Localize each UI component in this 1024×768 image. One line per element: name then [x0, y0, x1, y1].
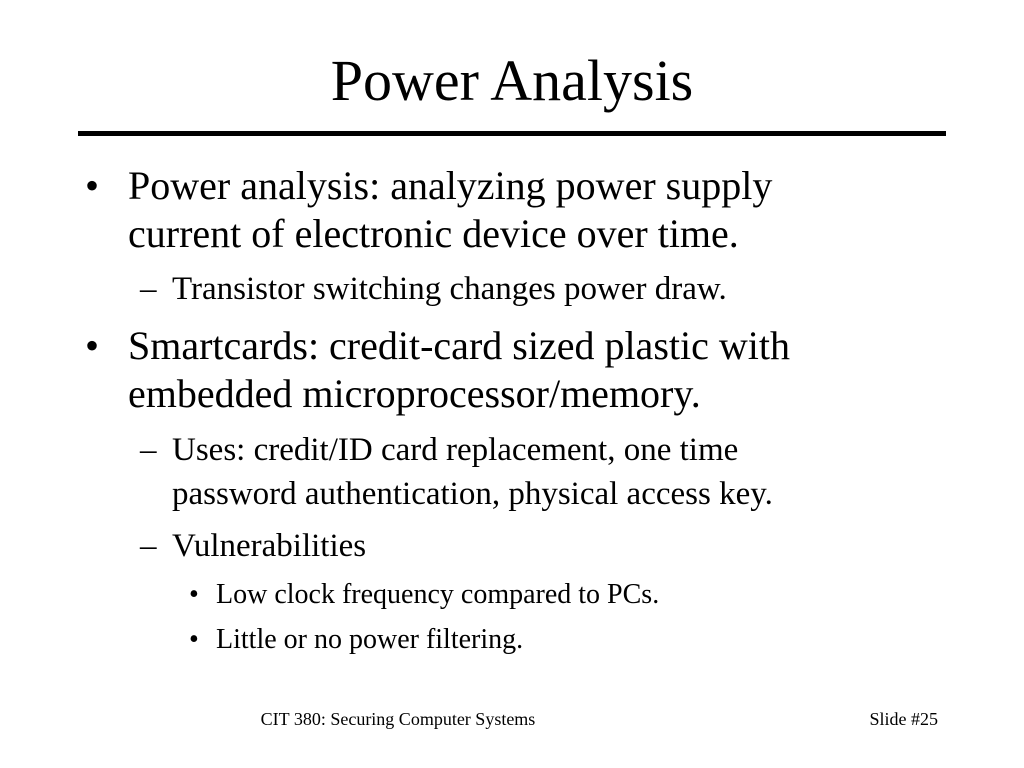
subsubbullet-marker: •	[189, 579, 199, 610]
subsubbullet-text-line: Low clock frequency compared to PCs.	[216, 579, 660, 610]
footer-course: CIT 380: Securing Computer Systems	[260, 709, 536, 729]
subbullet-uses	[140, 428, 940, 516]
bullet-marker: •	[85, 163, 100, 208]
bullet-text-line: embedded microprocessor/memory.	[128, 371, 701, 416]
subsubbullet-marker: •	[189, 624, 199, 655]
subbullet-text-line: Vulnerabilities	[172, 528, 367, 564]
bullet-marker: •	[85, 323, 100, 368]
subsubbullet-low-clock	[189, 575, 889, 615]
subbullet-marker: –	[140, 432, 157, 468]
bullet-text-line: Smartcards: credit-card sized plastic with	[128, 323, 790, 368]
bullet-text-line: current of electronic device over time.	[128, 211, 739, 256]
subsubbullet-power-filtering	[189, 620, 889, 660]
bullet-power-analysis	[85, 162, 945, 258]
subbullet-text-line: password authentication, physical access key.	[172, 476, 773, 512]
footer-slide-number: Slide #25	[869, 709, 938, 729]
title-underline	[78, 131, 946, 136]
bullet-smartcards	[85, 322, 965, 418]
slide-title: Power Analysis	[330, 48, 694, 113]
subsubbullet-text-line: Little or no power filtering.	[216, 624, 524, 655]
bullet-text-line: Power analysis: analyzing power supply	[128, 163, 773, 208]
subbullet-vulnerabilities	[140, 524, 940, 568]
subbullet-marker: –	[140, 271, 157, 307]
subbullet-text-line: Uses: credit/ID card replacement, one time	[172, 432, 739, 468]
subbullet-marker: –	[140, 528, 157, 564]
subbullet-text-line: Transistor switching changes power draw.	[172, 271, 727, 307]
subbullet-transistor-switching	[140, 267, 940, 311]
